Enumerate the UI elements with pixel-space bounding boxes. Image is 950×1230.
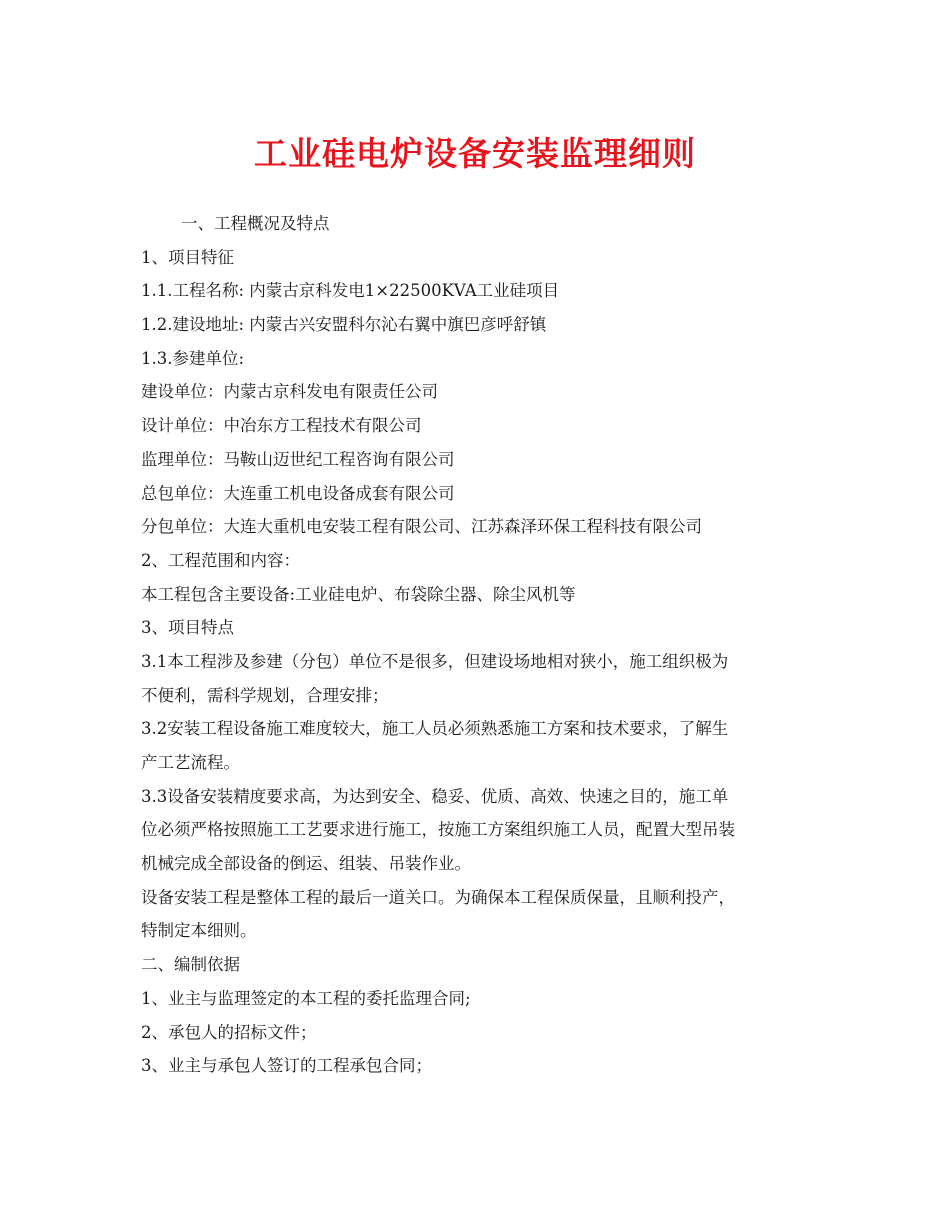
owner-unit-line: 建设单位：内蒙古京科发电有限责任公司 xyxy=(141,382,438,402)
supervision-unit-line: 监理单位：马鞍山迈世纪工程咨询有限公司 xyxy=(141,449,455,469)
scope-content-line: 本工程包含主要设备:工业硅电炉、布袋除尘器、除尘风机等 xyxy=(141,584,576,604)
subsection-heading-scope: 2、工程范围和内容： xyxy=(141,550,300,570)
paragraph-line: 3.3设备安装精度要求高，为达到安全、稳妥、优质、高效、快速之目的，施工单 xyxy=(141,786,729,806)
paragraph-line: 位必须严格按照施工工艺要求进行施工，按施工方案组织施工人员，配置大型吊装 xyxy=(141,820,735,840)
project-name-line: 1.1.工程名称: 内蒙古京科发电1×22500KVA工业硅项目 xyxy=(141,281,560,301)
paragraph-line: 特制定本细则。 xyxy=(141,921,257,941)
design-unit-line: 设计单位：中冶东方工程技术有限公司 xyxy=(141,416,422,436)
subsection-heading-characteristics: 3、项目特点 xyxy=(141,618,234,638)
subcontractor-line: 分包单位：大连大重机电安装工程有限公司、江苏森泽环保工程科技有限公司 xyxy=(141,517,702,537)
basis-item-line: 2、承包人的招标文件； xyxy=(141,1022,317,1042)
project-address-line: 1.2.建设地址: 内蒙古兴安盟科尔沁右翼中旗巴彦呼舒镇 xyxy=(141,315,547,335)
subsection-heading-features: 1、项目特征 xyxy=(141,247,234,267)
paragraph-line: 3.1本工程涉及参建（分包）单位不是很多，但建设场地相对狭小，施工组织极为 xyxy=(141,651,729,671)
paragraph-line: 设备安装工程是整体工程的最后一道关口。为确保本工程保质保量，且顺利投产， xyxy=(141,887,735,907)
paragraph-line: 不便利，需科学规划，合理安排； xyxy=(141,685,389,705)
paragraph-line: 产工艺流程。 xyxy=(141,753,240,772)
document-body xyxy=(141,207,821,1083)
paragraph-line: 3.2安装工程设备施工难度较大，施工人员必须熟悉施工方案和技术要求，了解生 xyxy=(141,719,729,739)
participants-heading: 1.3.参建单位: xyxy=(141,348,245,368)
basis-item-line: 3、业主与承包人签订的工程承包合同； xyxy=(141,1056,432,1076)
section-heading-overview: 一、工程概况及特点 xyxy=(181,214,330,233)
section-heading-basis: 二、编制依据 xyxy=(141,955,240,975)
basis-item-line: 1、业主与监理签定的本工程的委托监理合同; xyxy=(141,988,471,1008)
paragraph-line: 机械完成全部设备的倒运、组装、吊装作业。 xyxy=(141,854,471,874)
document-title: 工业硅电炉设备安装监理细则 xyxy=(254,134,696,173)
general-contractor-line: 总包单位：大连重工机电设备成套有限公司 xyxy=(141,483,455,503)
